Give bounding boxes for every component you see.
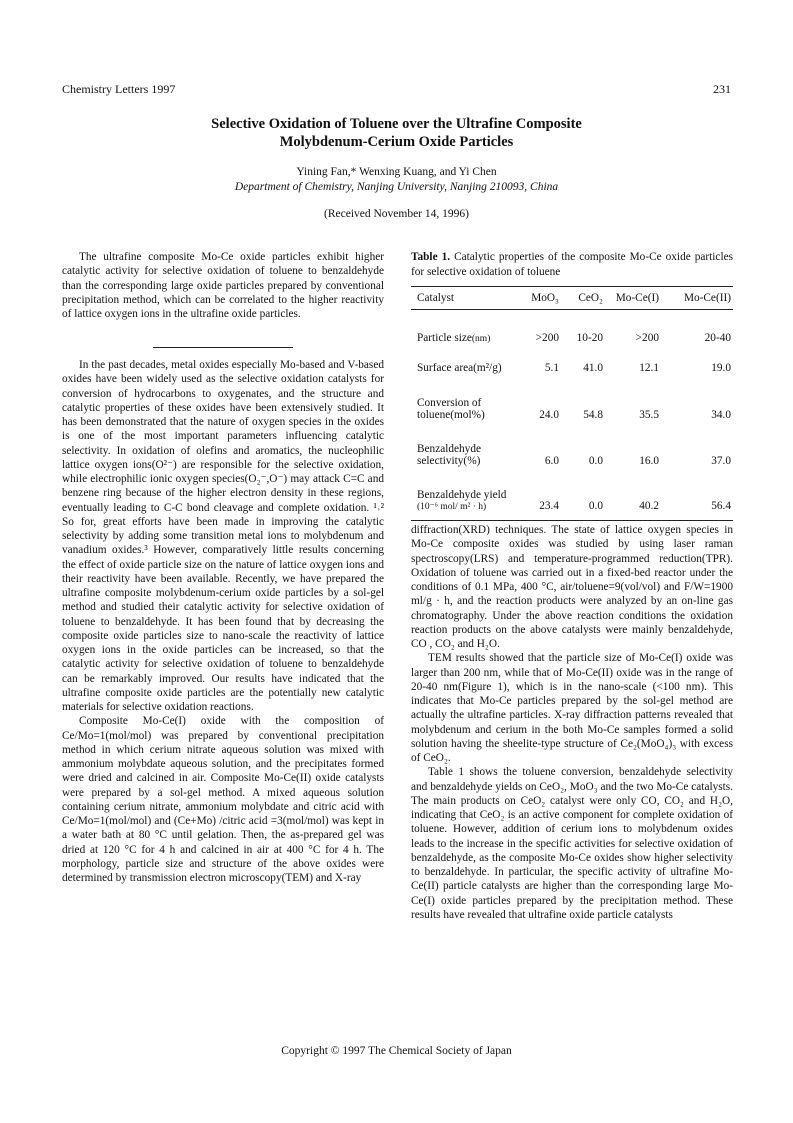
table-row	[411, 346, 733, 378]
journal-header: Chemistry Letters 1997	[62, 82, 176, 96]
table-caption-text: Catalytic properties of the composite Mo-Ce oxide particles for selective oxidation of toluene	[411, 251, 733, 278]
table-cell: >200	[535, 332, 559, 344]
table-row	[411, 469, 733, 520]
table-cell: 23.4	[539, 500, 559, 512]
table-header-cell: MoO₃	[531, 292, 559, 304]
abstract-text: The ultrafine composite Mo-Ce oxide particles exhibit higher catalytic activity for selective oxidation of toluene to benzaldehyde than the corresponding large oxide particles prepared by conventional precipitation method, which can be correlated to the higher reactivity of lattice oxygen ions in the ultrafine oxide particles.	[62, 251, 384, 320]
table-cell: 40.2	[639, 500, 659, 512]
table-row	[411, 378, 733, 423]
table-cell: 35.5	[639, 409, 659, 421]
table-cell: 0.0	[588, 500, 603, 512]
table-cell: >200	[635, 332, 659, 344]
title-line-2: Molybdenum-Cerium Oxide Particles	[279, 134, 514, 150]
table-header-cell: Mo-Ce(II)	[683, 292, 731, 304]
catalytic-properties-table	[411, 286, 733, 521]
table-cell: 56.4	[711, 500, 731, 512]
table-header-cell: Catalyst	[417, 292, 455, 304]
body-paragraph: Table 1 shows the toluene conversion, benzaldehyde selectivity and benzaldehyde yields on CeO₂, MoO₃ and the two Mo-Ce catalysts. The main products on CeO₂ catalyst were only CO, CO₂ and H₂O, indicating that CeO₂ is an active component for complete oxidation of toluene. However, addition of cerium ions to molybdenum oxides leads to the increase in the specific activities for selective oxidation of benzaldehyde, as the composite Mo-Ce oxides show higher selectivity to benzaldehyde. In particular, the specific activity of ultrafine Mo-Ce(II) particle catalysts are higher than the corresponding large Mo-Ce(I) oxide particles prepared by the precipitation method. These results have revealed that ultrafine oxide particle catalysts	[411, 766, 733, 921]
body-paragraph: In the past decades, metal oxides especially Mo-based and V-based oxides have been widely used as the selective oxidation catalysts for conversion of hydrocarbons to oxygenates, and the structure and catalytic properties of these oxides have been extensively studied. It has been demonstrated that the nature of oxygen species in the oxides is one of the most important parameters influencing catalytic selectivity. In oxidation of olefins and aromatics, the nucleophilic lattice oxygen ions(O²⁻) are responsible for the selective oxidation, while electrophilic ionic oxygen species(O₂⁻,O⁻) may attack C=C and benzene ring because of the higher electron density in these regions, eventually leading to C-C bond cleavage and complete oxidation. ¹˒² So for, great efforts have been made in improving the catalytic selectivity by adding some transition metal ions to molybdenum and vanadium oxides.³ However, comparatively little results concerning the effect of oxide particle size on the nature of lattice oxygen ions and their reactivity have been available. Recently, we have prepared the ultrafine composite molybdenum-cerium oxide particles by a sol-gel method and studied their catalytic activity for selective oxidation of toluene to benzaldehyde. It has been found that by decreasing the composite oxide particles size to nano-scale the reactivity of lattice oxygen ions in the oxide particles can be increased, so that the catalytic activity for selective oxidation of toluene to benzaldehyde can be remarkably improved. Our results have indicated that the ultrafine composite oxide particles are the potentially new catalytic materials for selective oxidation reactions.	[62, 359, 384, 713]
table-row-label: Particle size(nm)	[417, 332, 491, 344]
body-right-column	[411, 523, 733, 922]
table-cell: 20-40	[704, 332, 731, 344]
table-row	[411, 310, 733, 346]
table-row-label: Conversion of toluene(mol%)	[417, 397, 485, 421]
table-cell: 54.8	[583, 409, 603, 421]
table-cell: 16.0	[639, 455, 659, 467]
abstract	[62, 250, 384, 321]
table-cell: 0.0	[588, 455, 603, 467]
authors: Yining Fan,* Wenxing Kuang, and Yi Chen	[296, 166, 497, 178]
table-header-row	[411, 287, 733, 310]
table-cell: 24.0	[539, 409, 559, 421]
body-paragraph: diffraction(XRD) techniques. The state of lattice oxygen species in Mo-Ce composite oxides was studied by using laser raman spectroscopy(LRS) and temperature-programmed reduction(TPR). Oxidation of toluene was carried out in a fixed-bed reactor under the conditions of 0.1 MPa, 400 °C, air/toluene=9(vol/vol) and F/W=1900 ml/g · h, and the reaction products were analyzed by an on-line gas chromatography. Under the above reaction conditions the oxidation reaction products on the above catalysts were mainly benzaldehyde, CO , CO₂ and H₂O.	[411, 524, 733, 650]
received-date: (Received November 14, 1996)	[324, 208, 469, 220]
body-paragraph: Composite Mo-Ce(I) oxide with the composition of Ce/Mo=1(mol/mol) was prepared by conventional precipitation method in which cerium nitrate aqueous solution was mixed with ammonium molybdate aqueous solution, and the precipitates formed were dried and calcined in air. Composite Mo-Ce(II) oxide catalysts were prepared by a sol-gel method. A mixed aqueous solution containing cerium nitrate, ammonium molybdate and citric acid with Ce/Mo=1(mol/mol) and (Ce+Mo) /citric acid =3(mol/mol) was kept in a water bath at 80 °C until gelation. Then, the as-prepared gel was dried at 120 °C for 4 h and calcined in air at 400 °C for 4 h. The morphology, particle size and structure of the above oxides were determined by transmission electron microscopy(TEM) and X-ray	[62, 715, 384, 884]
table-cell: 10-20	[576, 332, 603, 344]
table-cell: 12.1	[639, 362, 659, 374]
table-caption	[411, 250, 733, 279]
table-row-label: Benzaldehyde yield (10⁻⁶ mol/ m² · h)	[417, 489, 507, 512]
table-cell: 34.0	[711, 409, 731, 421]
table-row	[411, 423, 733, 469]
table-row-label: Benzaldehyde selectivity(%)	[417, 443, 481, 467]
paper-title	[0, 115, 793, 151]
table-cell: 5.1	[544, 362, 559, 374]
table-header-cell: CeO₂	[578, 292, 603, 304]
table-cell: 41.0	[583, 362, 603, 374]
table-row-label: Surface area(m²/g)	[417, 362, 502, 374]
table-cell: 19.0	[711, 362, 731, 374]
table-cell: 6.0	[544, 455, 559, 467]
section-divider	[153, 347, 293, 348]
page-number: 231	[713, 82, 731, 96]
copyright-footer: Copyright © 1997 The Chemical Society of Japan	[281, 1045, 512, 1057]
title-line-1: Selective Oxidation of Toluene over the Ultrafine Composite	[211, 116, 582, 132]
body-paragraph: TEM results showed that the particle size of Mo-Ce(I) oxide was larger than 200 nm, while that of Mo-Ce(II) oxide was in the range of 20-40 nm(Figure 1), which is in the nano-scale (<100 nm). This indicates that Mo-Ce particles prepared by the sol-gel method are actually the ultrafine particles. X-ray diffraction patterns revealed that molybdenum and cerium in the both Mo-Ce samples formed a solid solution having the sheelite-type structure of Ce₂(MoO₄)₃ with excess of CeO₂.	[411, 652, 733, 764]
affiliation: Department of Chemistry, Nanjing University, Nanjing 210093, China	[234, 181, 559, 193]
body-left-column	[62, 358, 384, 885]
table-caption-label: Table 1.	[411, 251, 451, 263]
table-header-cell: Mo-Ce(I)	[615, 292, 659, 304]
table-cell: 37.0	[711, 455, 731, 467]
